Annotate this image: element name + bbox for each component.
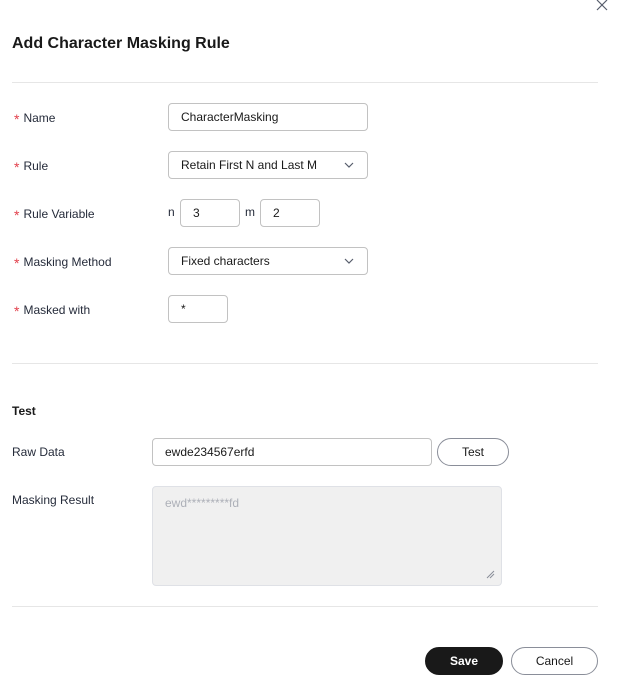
rule-label: Rule xyxy=(23,159,49,173)
masked-with-input[interactable] xyxy=(168,295,228,323)
rule-select-value: Retain First N and Last M xyxy=(181,158,318,172)
masking-result-value: ewd*********fd xyxy=(165,496,240,510)
masking-method-select[interactable] xyxy=(168,247,368,275)
m-label: m xyxy=(245,205,255,219)
cancel-button[interactable]: Cancel xyxy=(511,647,598,675)
masked-with-label: Masked with xyxy=(23,303,91,317)
raw-data-input[interactable] xyxy=(152,438,432,466)
n-label: n xyxy=(168,205,175,219)
n-input[interactable] xyxy=(180,199,240,227)
test-section-title: Test xyxy=(12,404,36,418)
test-button[interactable]: Test xyxy=(437,438,509,466)
raw-data-value: ewde234567erfd xyxy=(165,445,255,459)
masking-method-value: Fixed characters xyxy=(181,254,270,268)
required-mark: * xyxy=(14,207,20,223)
m-input-value: 2 xyxy=(273,206,280,220)
rule-variable-label-row xyxy=(14,205,95,222)
n-input-value: 3 xyxy=(193,206,200,220)
form-divider xyxy=(12,363,598,364)
rule-variable-label: Rule Variable xyxy=(23,207,95,221)
raw-data-label: Raw Data xyxy=(12,445,65,459)
footer-divider xyxy=(12,606,598,607)
masked-with-label-row xyxy=(14,301,90,318)
name-label: Name xyxy=(23,111,56,125)
resize-handle-icon[interactable] xyxy=(486,570,495,579)
m-input[interactable] xyxy=(260,199,320,227)
required-mark: * xyxy=(14,111,20,127)
masking-result-textarea[interactable] xyxy=(152,486,502,586)
header-divider xyxy=(12,82,598,83)
rule-label-row xyxy=(14,157,48,174)
save-button[interactable]: Save xyxy=(425,647,503,675)
masked-with-value: * xyxy=(181,302,186,316)
masking-method-label-row xyxy=(14,253,112,270)
close-icon[interactable] xyxy=(593,0,611,14)
rule-select[interactable] xyxy=(168,151,368,179)
name-input[interactable] xyxy=(168,103,368,131)
chevron-down-icon xyxy=(343,255,355,267)
masking-result-label: Masking Result xyxy=(12,493,95,507)
name-input-value: CharacterMasking xyxy=(181,110,279,124)
dialog-title: Add Character Masking Rule xyxy=(12,35,230,52)
name-label-row xyxy=(14,109,55,126)
required-mark: * xyxy=(14,255,20,271)
required-mark: * xyxy=(14,159,20,175)
required-mark: * xyxy=(14,303,20,319)
chevron-down-icon xyxy=(343,159,355,171)
masking-method-label: Masking Method xyxy=(23,255,112,269)
